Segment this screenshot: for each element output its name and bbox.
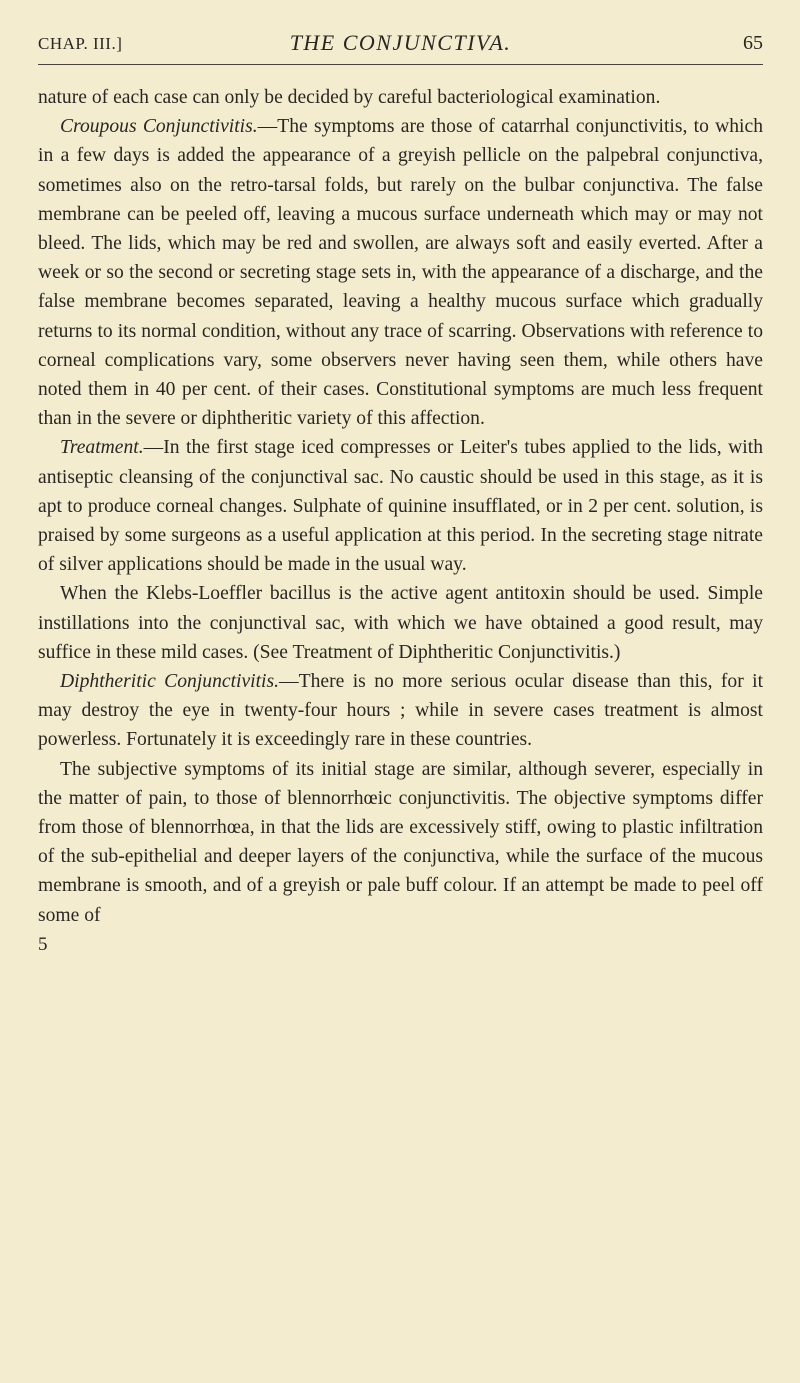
paragraph-text: —The symptoms are those of catarrhal conjunctivitis, to which in a few days is added the appearance of a greyish pellicle on the palpebral conjunctiva, sometimes also on the retro-tarsal folds, but rarely on the bulbar conjunctiva. The false membrane can be peeled off, leaving a mucous surface underneath which may or may not bleed. The lids, which may be red and swollen, are always soft and easily everted. After a week or so the second or secreting stage sets in, with the appearance of a discharge, and the false membrane becomes separated, leaving a healthy mucous surface which gradually returns to its normal condition, without any trace of scarring. Observations with reference to corneal complications vary, some observers never having seen them, while others have noted them in 40 per cent. of their cases. Constitutional symptoms are much less frequent than in the severe or diphtheritic variety of this affection. bbox=[38, 116, 763, 430]
paragraph-diphtheritic bbox=[38, 667, 763, 755]
paragraph-symptoms bbox=[38, 755, 763, 930]
paragraph-text: —There is no more serious ocular disease than this, for it may destroy the eye in twenty-four hours ; while in severe cases treatment is almost powerless. Fortunately it is exceedingly rare in these countries. bbox=[38, 671, 764, 751]
paragraph-text: —In the first stage iced compresses or Leiter's tubes applied to the lids, with antiseptic cleansing of the conjunctival sac. No caustic should be used in this stage, as it is apt to produce corneal changes. Sulphate of quinine insufflated, or in 2 per cent. solution, is praised by some surgeons as a useful application at this period. In the secreting stage nitrate of silver applications should be made in the usual way. bbox=[38, 437, 763, 576]
page-number: 65 bbox=[743, 32, 763, 54]
paragraph-treatment bbox=[38, 433, 763, 579]
book-page bbox=[38, 30, 763, 1350]
body-text bbox=[38, 83, 763, 930]
paragraph-text: The subjective symptoms of its initial stage are similar, although severer, especially in the matter of pain, to those of blennorrhœic conjunctivitis. The objective symptoms differ from those of blennorrhœa, in that the lids are excessively stiff, owing to plastic infiltration of the sub-epithelial and deeper layers of the conjunctiva, while the surface of the mucous membrane is smooth, and of a greyish or pale buff colour. If an attempt be made to peel off some of bbox=[38, 758, 763, 926]
running-head bbox=[38, 30, 763, 65]
signature-mark: 5 bbox=[38, 933, 48, 955]
chapter-label: CHAP. III.] bbox=[38, 34, 123, 53]
paragraph-antitoxin bbox=[38, 579, 763, 667]
section-heading-croupous: Croupous Conjunctivitis. bbox=[60, 116, 258, 138]
paragraph-text: nature of each case can only be decided by careful bacteriological examination. bbox=[38, 87, 661, 108]
paragraph-text: When the Klebs-Loeffler bacillus is the active agent antitoxin should be used. Simple instillations into the conjunctival sac, with which we have obtained a good result, may suffice in these mild cases. (See Treatment of Diphtheritic Conjunctivitis.) bbox=[38, 583, 763, 663]
page-title: THE CONJUNCTIVA. bbox=[289, 30, 512, 55]
paragraph-croupous bbox=[38, 112, 763, 433]
section-heading-treatment: Treatment. bbox=[60, 437, 144, 459]
section-heading-diphtheritic: Diphtheritic Conjunctivitis. bbox=[60, 671, 280, 693]
paragraph-continuation bbox=[38, 83, 763, 112]
